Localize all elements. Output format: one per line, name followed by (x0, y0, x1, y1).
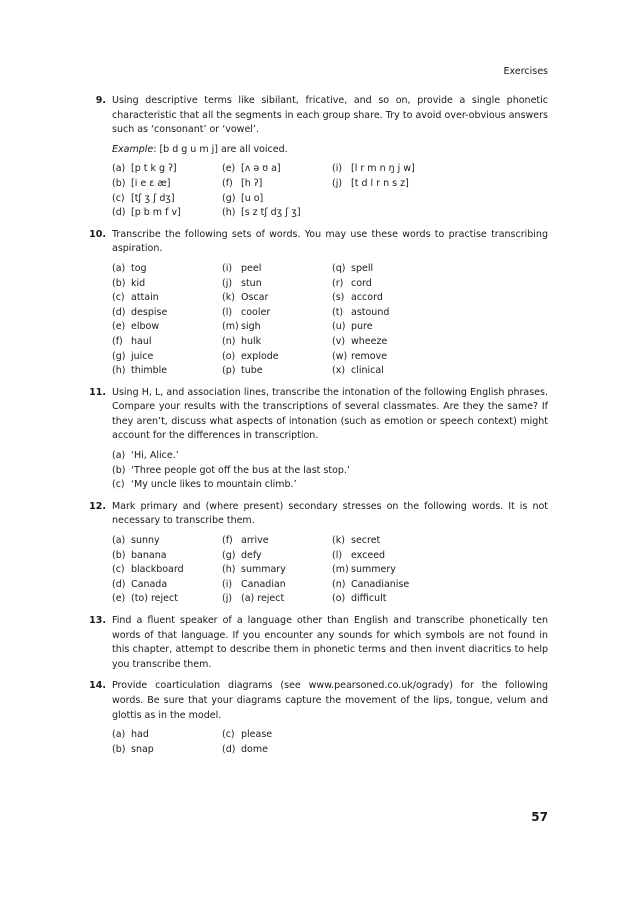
list-item: (o) explode (222, 350, 279, 362)
list-item: (h) thimble (112, 365, 168, 377)
list-item: (b) snap (112, 743, 154, 755)
list-item: (i) Canadian (222, 578, 286, 590)
list-item: (c) [tʃ ʒ ʃ dʒ] (112, 192, 175, 204)
list-item: (v) wheeze (332, 335, 388, 347)
example-label: Example (112, 143, 154, 155)
list-item: (c) ‘My uncle likes to mountain climb.’ (112, 479, 297, 491)
list-item: (b) ‘Three people got off the bus at the last stop.’ (112, 464, 350, 476)
list-item: (d) Canada (112, 578, 168, 590)
list-item: (a) sunny (112, 535, 160, 547)
list-item: (b) [i e ɛ æ] (112, 177, 171, 189)
list-item: (u) pure (332, 321, 373, 333)
list-item: (a) ‘Hi, Alice.’ (112, 450, 179, 462)
exercise-text: Using descriptive terms like sibilant, fricative, and so on, provide a single phonetic characteristic that all the segments in each group share. Try to avoid over-obvious answers such as ‘consonant’ or ‘vowel’. (112, 95, 548, 136)
exercise-text: Mark primary and (where present) secondary stresses on the following words. It is not necessary to transcribe them. (112, 500, 548, 527)
list-item: (a) [p t k g ʔ] (112, 163, 177, 175)
exercise-12 (82, 500, 548, 607)
list-item: (t) astound (332, 306, 390, 318)
list-item: (k) secret (332, 535, 381, 547)
list-item: (j) stun (222, 277, 262, 289)
exercise-list (82, 94, 548, 764)
exercise-11 (82, 386, 548, 493)
list-item: (a) had (112, 729, 149, 741)
list-item: (e) elbow (112, 321, 160, 333)
list-item: (n) hulk (222, 335, 262, 347)
item-grid (112, 728, 548, 757)
list-item: (p) tube (222, 365, 263, 377)
list-item: (q) spell (332, 262, 374, 274)
exercise-13 (82, 614, 548, 672)
exercise-number: 13. (89, 615, 106, 626)
item-grid (112, 534, 548, 607)
list-item: (c) please (222, 729, 273, 741)
exercise-text: Find a fluent speaker of a language other than English and transcribe phonetically ten words of that language. If you encounter any sounds for which symbols are not found in this chapter, attempt to describe them in phonetic terms and then invent diacritics to help you transcribe them. (112, 615, 548, 670)
list-item: (b) banana (112, 549, 167, 561)
list-item: (i) [l r m n ŋ j w] (332, 163, 415, 175)
list-item: (r) cord (332, 277, 372, 289)
list-item: (f) haul (112, 335, 152, 347)
list-item: (k) Oscar (222, 292, 269, 304)
list-item: (a) tog (112, 262, 147, 274)
list-item: (c) attain (112, 292, 159, 304)
running-head: Exercises (503, 66, 548, 77)
list-item: (f) [h ʔ] (222, 177, 263, 189)
exercise-number: 9. (95, 95, 106, 106)
exercise-number: 10. (89, 228, 106, 240)
item-grid (112, 262, 548, 379)
list-item: (j) [t d l r n s z] (332, 177, 409, 189)
list-item: (x) clinical (332, 365, 384, 377)
list-item: (o) difficult (332, 593, 387, 605)
exercise-number: 12. (89, 500, 106, 512)
list-item: (g) defy (222, 549, 262, 561)
exercise-10 (82, 228, 548, 379)
list-item: (n) Canadianise (332, 578, 410, 590)
list-item: (w) remove (332, 350, 388, 362)
list-item: (d) [p b m f v] (112, 207, 181, 219)
list-item: (d) despise (112, 306, 168, 318)
exercise-number: 14. (89, 680, 106, 692)
list-item: (e) [ʌ ə ʊ a] (222, 163, 281, 175)
exercise-text: Using H, L, and association lines, transcribe the intonation of the following English phrases. Compare your results with the transcriptions of several classmates. Are they the same? If they aren’t, discuss what aspects of intonation (such as emotion or speech context) might account for the differences in transcription. (112, 386, 548, 442)
item-grid (112, 162, 548, 220)
list-item: (h) [s z tʃ dʒ ʃ ʒ] (222, 207, 301, 219)
list-item: (l) exceed (332, 549, 386, 561)
list-item: (f) arrive (222, 535, 269, 547)
exercise-9 (82, 94, 548, 221)
list-item: (l) cooler (222, 306, 271, 318)
list-item: (j) (a) reject (222, 593, 285, 605)
exercise-number: 11. (89, 386, 106, 398)
list-item: (m) sigh (222, 321, 261, 333)
list-item: (d) dome (222, 743, 268, 755)
list-item: (s) accord (332, 292, 383, 304)
example-line (112, 143, 548, 158)
list-item: (b) kid (112, 277, 146, 289)
item-list (112, 449, 548, 493)
exercise-text: Provide coarticulation diagrams (see www.pearsoned.co.uk/ogrady) for the following words. Be sure that your diagrams capture the movement of the lips, tongue, velum and glottis as in the model. (112, 680, 548, 721)
example-text: : [b d g u m j] are all voiced. (153, 143, 288, 155)
list-item: (i) peel (222, 262, 262, 274)
list-item: (m) summery (332, 564, 396, 576)
exercise-14 (82, 679, 548, 757)
exercise-text: Transcribe the following sets of words. You may use these words to practise transcribing aspiration. (112, 228, 548, 255)
list-item: (e) (to) reject (112, 593, 178, 605)
list-item: (h) summary (222, 564, 286, 576)
list-item: (g) juice (112, 350, 154, 362)
list-item: (g) [u o] (222, 192, 264, 204)
page-number: 57 (531, 810, 548, 824)
list-item: (c) blackboard (112, 564, 184, 576)
